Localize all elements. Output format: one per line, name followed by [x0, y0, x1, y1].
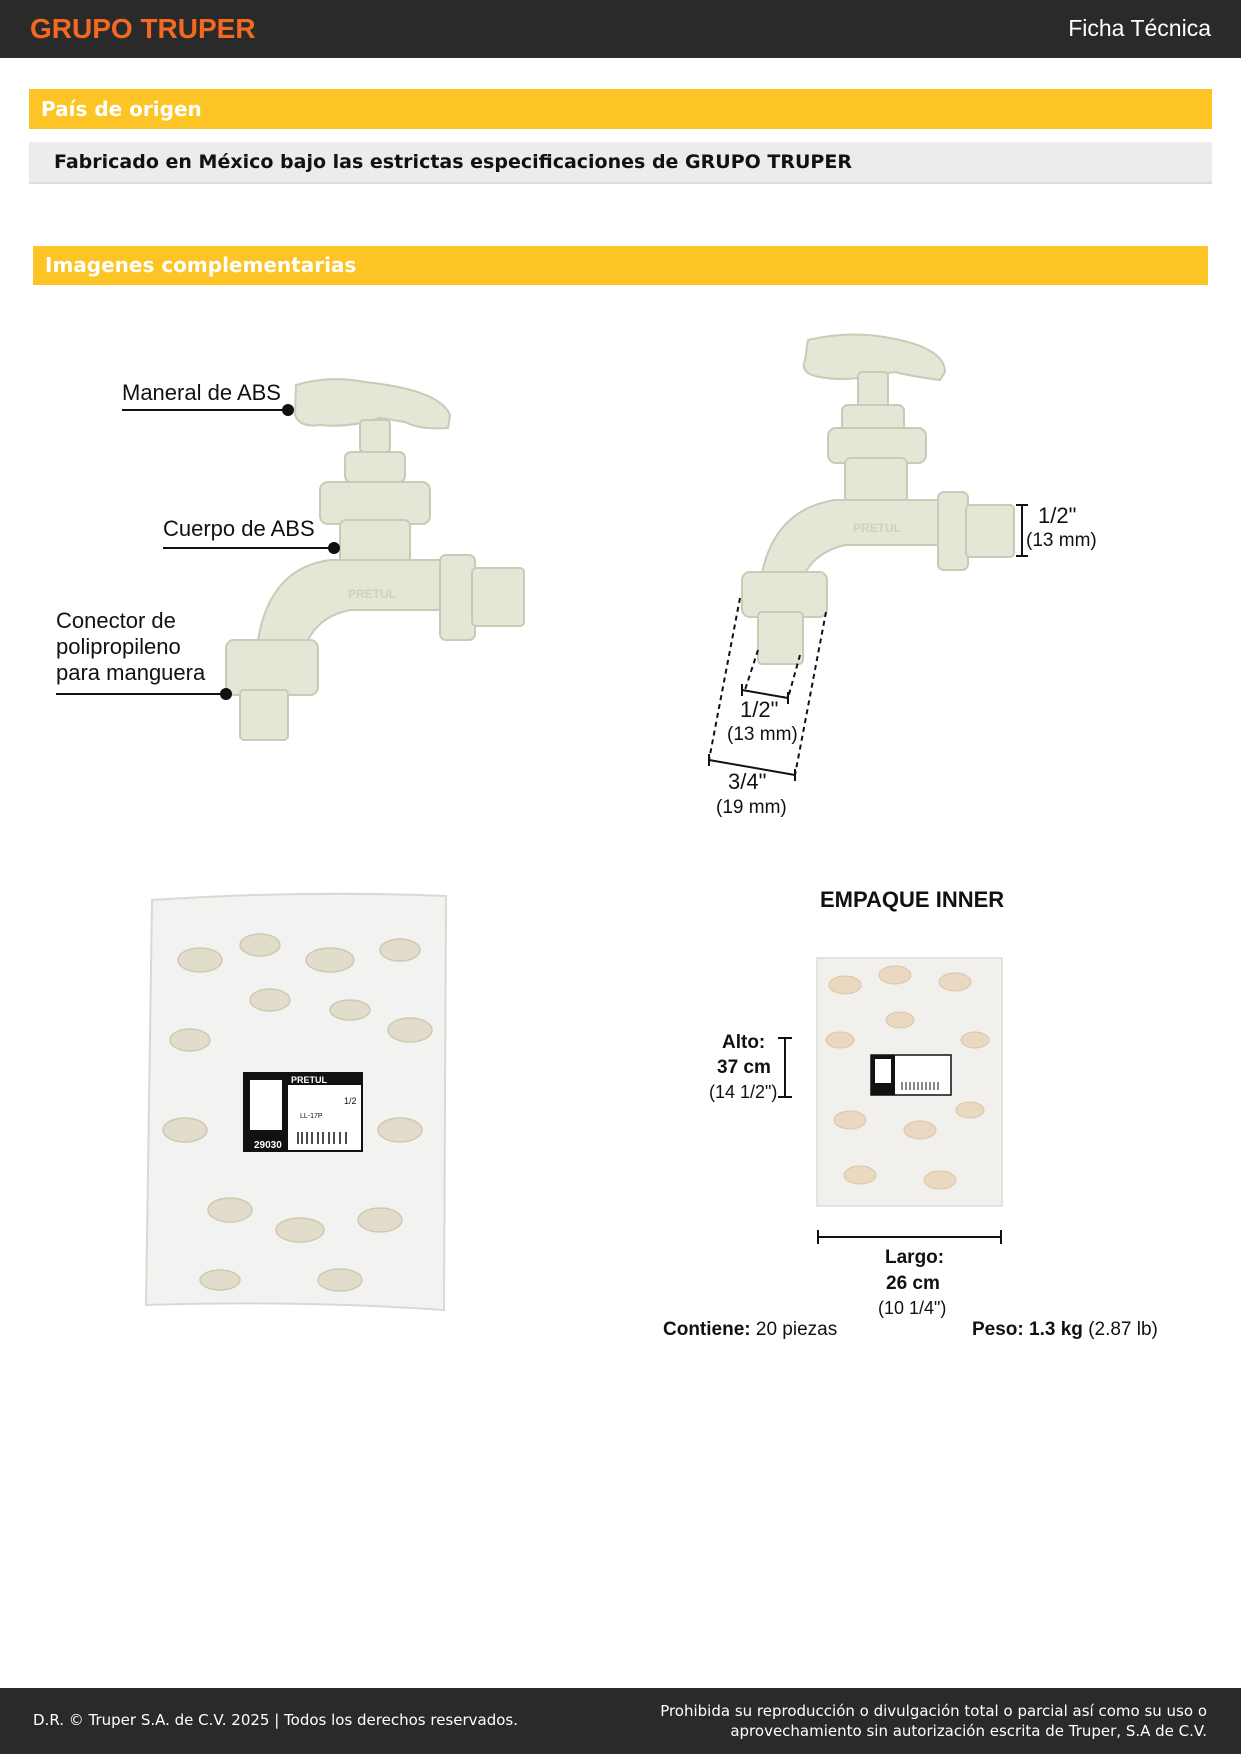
- footer-legal: [647, 1701, 1207, 1741]
- origin-section-heading: País de origen: [29, 89, 1212, 129]
- origin-text: Fabricado en México bajo las estrictas especificaciones de GRUPO TRUPER: [29, 142, 1212, 184]
- thread-mm-label: (13 mm): [1026, 530, 1097, 551]
- contains-value: 20 piezas: [755, 1319, 838, 1340]
- grupo-truper-logo: GRUPO TRUPER: [30, 13, 256, 44]
- weight-kg: 1.3 kg: [1029, 1319, 1083, 1340]
- inner-length-cm: 26 cm: [886, 1273, 940, 1294]
- body-label: Cuerpo de ABS: [163, 516, 315, 541]
- inner-height-cm: 37 cm: [717, 1057, 771, 1078]
- bag-label-model: LL-17P: [300, 1113, 323, 1120]
- inner-contents: [663, 1319, 837, 1341]
- bag-label-fraction: 1/2: [344, 1096, 357, 1106]
- bag-label-code: 29030: [254, 1140, 282, 1151]
- connector-label-line2: polipropileno: [56, 634, 181, 659]
- weight-lb: (2.87 lb): [1088, 1319, 1158, 1340]
- inner-height-label: Alto:: [722, 1032, 766, 1053]
- handle-label: Maneral de ABS: [122, 380, 281, 405]
- connector-label-line3: para manguera: [56, 660, 206, 685]
- page-title: Ficha Técnica: [1068, 15, 1211, 41]
- footer-legal-line2: aprovechamiento sin autorización escrita de Truper, S.A de C.V.: [730, 1722, 1207, 1740]
- inner-length-label: Largo:: [885, 1247, 945, 1268]
- images-section-heading: Imagenes complementarias: [33, 246, 1208, 285]
- inner-weight: [972, 1319, 1158, 1341]
- inner-mm-label: (13 mm): [727, 724, 798, 745]
- contains-label: Contiene:: [663, 1319, 751, 1340]
- footer-copyright: D.R. © Truper S.A. de C.V. 2025 | Todos los derechos reservados.: [33, 1711, 518, 1729]
- svg-text:PRETUL: PRETUL: [853, 521, 901, 535]
- outer-mm-label: (19 mm): [716, 797, 787, 818]
- thread-size-label: 1/2": [1038, 503, 1077, 528]
- inner-pack-title: EMPAQUE INNER: [820, 887, 1005, 912]
- weight-label: Peso:: [972, 1319, 1024, 1340]
- faucet-brand-mark: PRETUL: [348, 587, 396, 601]
- inner-length-in: (10 1/4"): [878, 1298, 947, 1318]
- connector-label-line1: Conector de: [56, 608, 176, 633]
- footer-legal-line1: Prohibida su reproducción o divulgación total o parcial así como su uso o: [660, 1702, 1207, 1720]
- outer-size-label: 3/4": [728, 769, 767, 794]
- inner-size-label: 1/2": [740, 697, 779, 722]
- inner-height-in: (14 1/2"): [709, 1082, 778, 1102]
- bag-label-brand: PRETUL: [291, 1075, 327, 1085]
- page-footer: [0, 1688, 1241, 1754]
